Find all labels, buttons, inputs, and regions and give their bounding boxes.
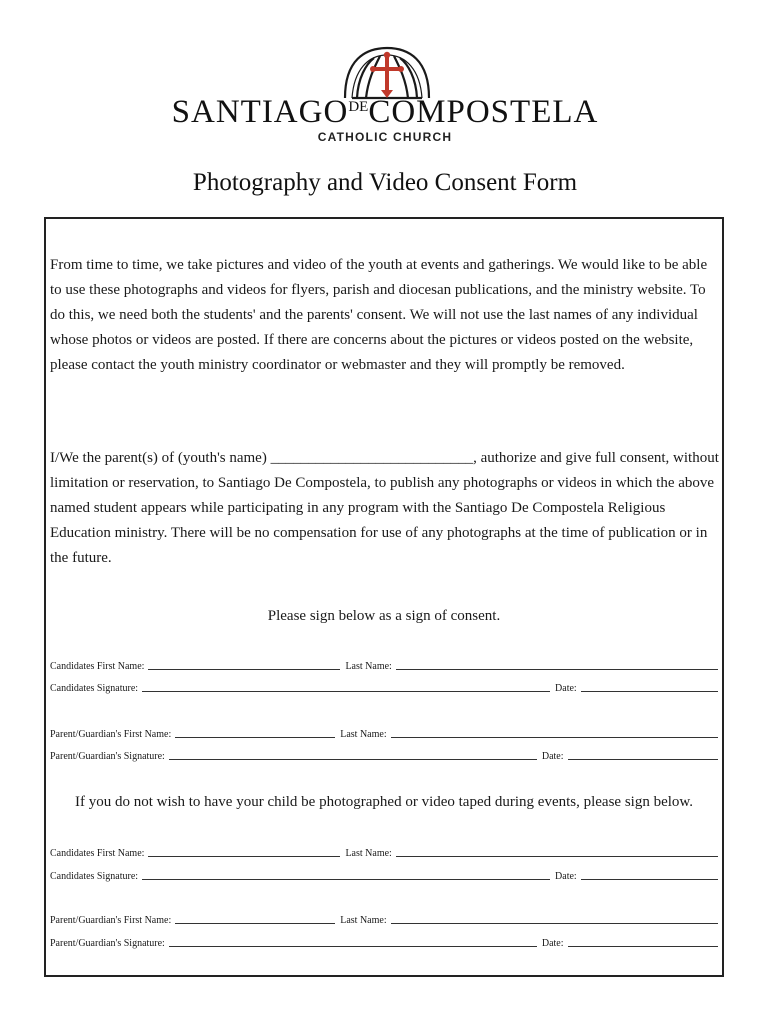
consent-candidate-signature-row: [50, 678, 718, 694]
optout-parent-date-field[interactable]: [568, 946, 719, 947]
optout-candidate-first-name-field[interactable]: [148, 856, 340, 857]
opt-out-notice: If you do not wish to have your child be photographed or video taped during events, please sign below.: [74, 794, 694, 810]
optout-candidate-signature-row: [50, 866, 718, 882]
optout-parent-name-row: [50, 910, 718, 926]
intro-paragraph: From time to time, we take pictures and video of the youth at events and gatherings. We would like to be able to use these photographs and videos for flyers, parish and diocesan publications, and the ministry website. To do this, we need both the students' and the parents' consent. We will not use the last names of any individual whose photos or videos are posted. If there are concerns about the pictures or videos posted on the website, please contact the youth ministry coordinator or webmaster and they will promptly be removed.: [50, 257, 708, 373]
consent-candidate-last-name-field[interactable]: [396, 669, 718, 670]
consent-candidate-last-name-label: Last Name:: [345, 661, 392, 672]
consent-parent-signature-field[interactable]: [169, 759, 537, 760]
logo-subtitle: CATHOLIC CHURCH: [317, 130, 453, 144]
optout-candidate-last-name-label: Last Name:: [345, 848, 392, 859]
consent-candidate-date-label: Date:: [555, 683, 577, 694]
optout-candidate-date-label: Date:: [555, 871, 577, 882]
logo-word-de: DE: [348, 99, 369, 115]
consent-parent-last-name-field[interactable]: [391, 737, 718, 738]
consent-parent-first-name-label: Parent/Guardian's First Name:: [50, 729, 172, 740]
optout-candidate-date-field[interactable]: [581, 879, 718, 880]
consent-parent-signature-row: [50, 746, 718, 762]
consent-candidate-date-field[interactable]: [581, 691, 718, 692]
consent-parent-first-name-field[interactable]: [175, 737, 335, 738]
consent-parent-date-field[interactable]: [568, 759, 719, 760]
optout-parent-signature-label: Parent/Guardian's Signature:: [50, 938, 165, 949]
consent-parent-last-name-label: Last Name:: [340, 729, 387, 740]
optout-parent-signature-row: [50, 933, 718, 949]
consent-candidate-signature-field[interactable]: [142, 691, 550, 692]
logo-word-santiago: SANTIAGO: [171, 94, 349, 130]
santiago-cross-icon: [370, 52, 404, 98]
optout-candidate-signature-label: Candidates Signature:: [50, 871, 139, 882]
optout-candidate-last-name-field[interactable]: [396, 856, 718, 857]
optout-parent-first-name-field[interactable]: [175, 923, 335, 924]
optout-candidate-first-name-label: Candidates First Name:: [50, 848, 145, 859]
logo-word-compostela: COMPOSTELA: [368, 94, 599, 130]
consent-candidate-name-row: [50, 656, 718, 672]
consent-candidate-signature-label: Candidates Signature:: [50, 683, 139, 694]
scallop-shell-icon: [0, 40, 770, 100]
sign-below-instruction: Please sign below as a sign of consent.: [267, 608, 501, 624]
optout-parent-first-name-label: Parent/Guardian's First Name:: [50, 915, 172, 926]
consent-paragraph: I/We the parent(s) of (youth's name) ___________________________, authorize and give full consent, without limitation or reservation, to Santiago De Compostela, to publish any photographs or videos in which the above named student appears while participating in any program with the Santiago De Compostela Religious Education ministry. There will be no compensation for use of any photographs at the time of publication or in the future.: [50, 450, 719, 566]
form-title: Photography and Video Consent Form: [192, 169, 578, 196]
optout-parent-last-name-field[interactable]: [391, 923, 718, 924]
consent-parent-signature-label: Parent/Guardian's Signature:: [50, 751, 165, 762]
church-name-logotype: [0, 96, 770, 129]
optout-candidate-name-row: [50, 843, 718, 859]
optout-parent-date-label: Date:: [541, 938, 564, 949]
optout-candidate-signature-field[interactable]: [142, 879, 550, 880]
consent-parent-name-row: [50, 724, 718, 740]
optout-parent-last-name-label: Last Name:: [340, 915, 387, 926]
consent-candidate-first-name-label: Candidates First Name:: [50, 661, 145, 672]
consent-candidate-first-name-field[interactable]: [148, 669, 340, 670]
consent-parent-date-label: Date:: [541, 751, 564, 762]
optout-parent-signature-field[interactable]: [169, 946, 537, 947]
